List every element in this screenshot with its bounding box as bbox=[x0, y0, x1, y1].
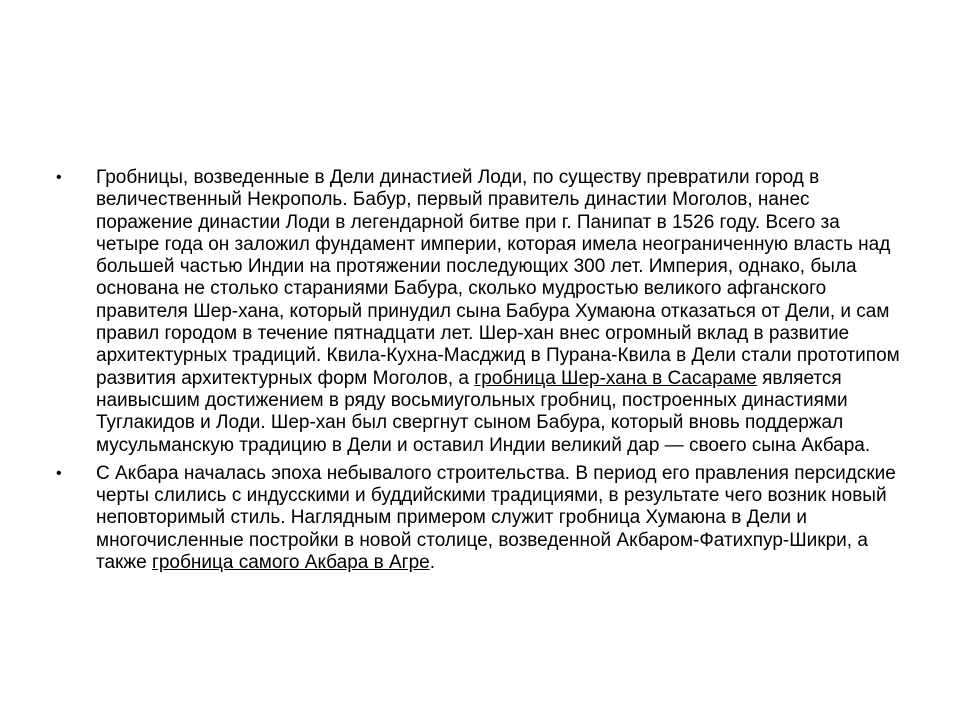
text-segment: . bbox=[429, 552, 435, 574]
link-sher-khan-tomb[interactable]: гробница Шер-хана в Сасараме bbox=[474, 367, 757, 389]
link-akbar-tomb[interactable]: гробница самого Акбара в Агре bbox=[151, 552, 430, 574]
text-segment: С Акбара началась эпоха небывалого строительства. В период его правления персидские черты слились с индусскими и буддийскими традициями, в результате чего возник новый неповторимый стиль. Наглядным примером служит гробница Хумаюна в Дели и многочисленные постройки в новой столице, возведенной Акбаром-Фатихпур-Шикри, а также bbox=[96, 462, 896, 574]
text-segment: Гробницы, возведенные в Дели династией Лоди, по существу превратили город в величественный Некрополь. Бабур, первый правитель династии Моголов, нанес поражение династии Лоди в легендарной битве при г. Панипат в 1526 году. Всего за четыре года он заложил фундамент империи, которая имела неограниченную власть над большей частью Индии на протяжении последующих 300 лет. Империя, однако, была основана не столько стараниями Бабура, сколько мудростью великого афганского правителя Шер-хана, который принудил сына Бабура Хумаюна отказаться от Дели, и сам правил городом в течение пятнадцати лет. Шер-хан внес огромный вклад в развитие архитектурных традиций. Квила-Кухна-Масджид в Пурана-Квила в Дели стали прототипом развития архитектурных форм Моголов, а bbox=[96, 167, 900, 389]
bullet-icon: • bbox=[56, 169, 62, 186]
paragraph-text bbox=[96, 463, 896, 573]
paragraph-text bbox=[96, 167, 900, 456]
bullet-item-2 bbox=[52, 463, 902, 574]
bullet-item-1 bbox=[52, 167, 902, 457]
bullet-icon: • bbox=[56, 464, 62, 482]
bullet-list bbox=[52, 167, 902, 580]
text-segment: является наивысшим достижением в ряду восьмиугольных гробниц, построенных династиями Туглакидов и Лоди. Шер-хан был свергнут сыном Бабура, который вновь поддержал мусульманскую традицию в Дели и оставил Индии великий дар — своего сына Акбара. bbox=[96, 367, 871, 456]
